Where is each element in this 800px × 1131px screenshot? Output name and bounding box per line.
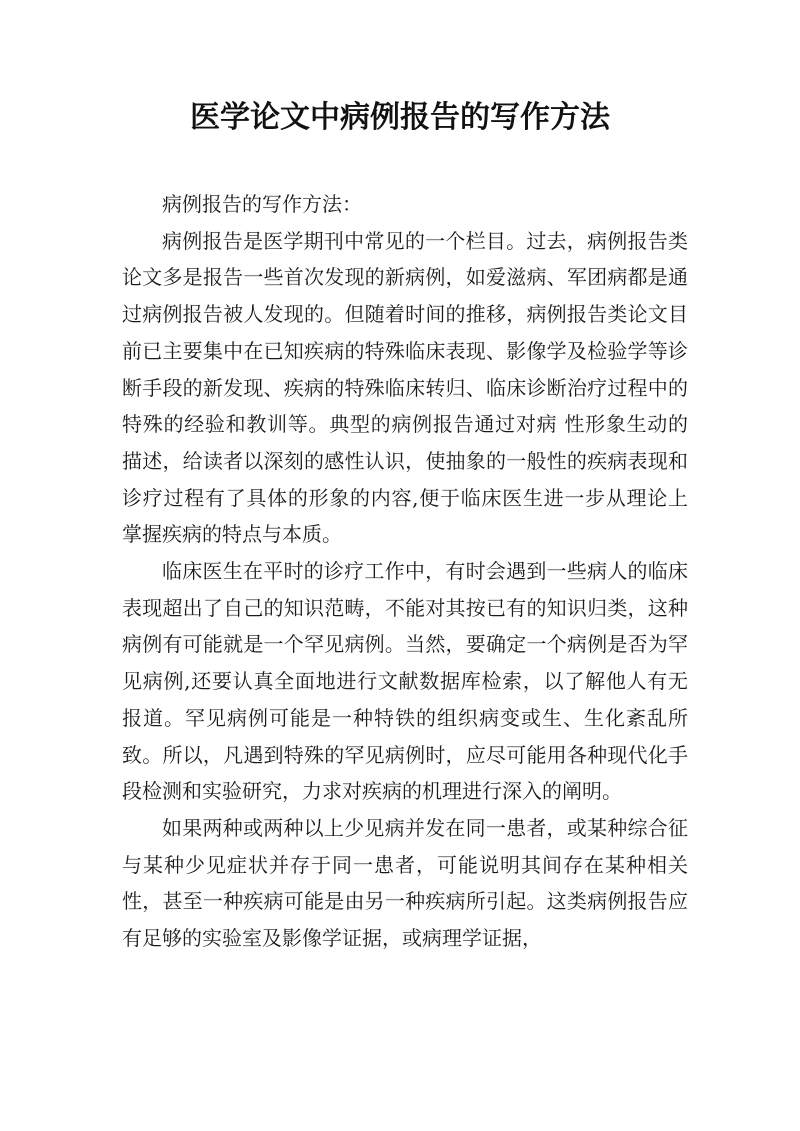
paragraph-1: 病例报告是医学期刊中常见的一个栏目。过去，病例报告类论文多是报告一些首次发现的新病例，如爱滋病、军团病都是通过病例报告被人发现的。但随着时间的推移，病例报告类论文目前已主要集中在已知疾病的特殊临床表现、影像学及检验学等诊断手段的新发现、疾病的特殊临床转归、临床诊断治疗过程中的特殊的经验和教训等。典型的病例报告通过对病 性形象生动的描述，给读者以深刻的感性认识，使抽象的一般性的疾病表现和诊疗过程有了具体的形象的内容,便于临床医生进一步从理论上掌握疾病的特点与本质。 xyxy=(122,228,688,547)
paragraph-heading: 病例报告的写作方法： xyxy=(162,192,362,216)
paragraph-2: 临床医生在平时的诊疗工作中，有时会遇到一些病人的临床表现超出了自己的知识范畴，不能对其按已有的知识归类，这种病例有可能就是一个罕见病例。当然，要确定一个病例是否为罕见病例,还要认真全面地进行文献数据库检索，以了解他人有无报道。罕见病例可能是一种特铁的组织病变或生、生化紊乱所致。所以，凡遇到特殊的罕见病例时，应尽可能用各种现代化手段检测和实验研究，力求对疾病的机理进行深入的阐明。 xyxy=(122,559,688,804)
document-title: 医学论文中病例报告的写作方法 xyxy=(190,100,610,135)
paragraph-3: 如果两种或两种以上少见病并发在同一患者，或某种综合征与某种少见症状并存于同一患者，可能说明其间存在某种相关性，甚至一种疾病可能是由另一种疾病所引起。这类病例报告应有足够的实验室及影像学证据，或病理学证据， xyxy=(122,815,688,951)
document-body xyxy=(122,186,688,957)
